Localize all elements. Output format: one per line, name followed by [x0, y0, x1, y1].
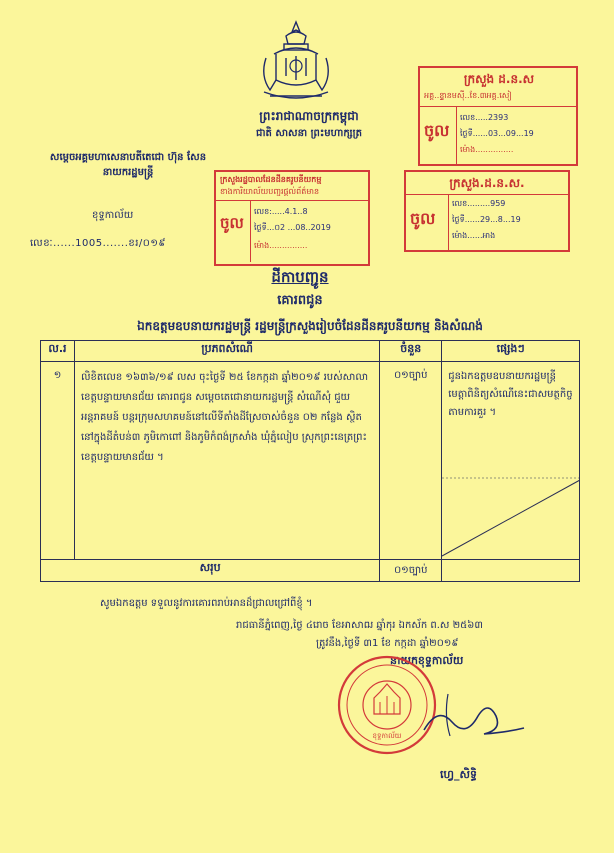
seal-text: ខុទ្ទកាល័យ [372, 732, 402, 740]
royal-crest-emblem [256, 18, 336, 106]
stamp-center-divider [216, 200, 368, 201]
row-source: លិខិតលេខ ១៦៣៦/១៩ លស ចុះថ្ងៃទី ២៥ ខែកក្កដា ឆ្នាំ២០១៩ របស់សាលាខេត្តបន្ទាយមានជ័យ គោរពជូន សម្តេចតេជោនាយករដ្ឋមន្ត្រី សំណើសុំ ជួយអន្តរាគមន៍ បន្តរក្រុមសហគមន៍នៅលើទីតាំងដីស្រែចាស់ចំនួន ០២ កន្លែង ស្ថិតនៅក្នុងដីតំបន់៣ ភូមិកោពៅ និងភូមិកំពង់ក្រសាំង ឃុំភ្នំលៀប ស្រុកព្រះនេត្រព្រះ ខេត្តបន្ទាយមានជ័យ ។ [74, 362, 379, 560]
cabinet-label: ខុទ្ទកាល័យ [92, 210, 134, 221]
row-other-text: ជូនឯកឧត្តមឧបនាយករដ្ឋមន្ត្រី មេត្តាពិនិត្យសំណើនេះជាសមត្ថកិច្ចតាមការគួរ ។ [448, 371, 573, 418]
stamp-center-header-2: ខាងការិយាល័យបញ្ជរផ្តល់ព័ត៌មាន [220, 187, 320, 196]
stamp-tr-time: ម៉ោង............... [460, 145, 514, 154]
row-no: ១ [41, 362, 75, 560]
stamp-center-header-1: ក្រសួងរដ្ឋបាលដែនដីនគរូបនីយកម្ម [220, 175, 322, 184]
col-header-qty: ចំនួន [380, 341, 442, 362]
stamp-br-divider [406, 194, 568, 195]
stamp-tr-divider [420, 106, 576, 107]
summary-row [41, 560, 580, 582]
recipient-title: ឯកឧត្តមឧបនាយករដ្ឋមន្ត្រី រដ្ឋមន្ត្រីក្រសួងរៀបចំដែនដីនគរូបនីយកម្ម និងសំណង់ [137, 319, 483, 333]
summary-label: សរុប [41, 560, 380, 582]
stamp-br-date: ថ្ងៃទី......29...8...19 [452, 215, 521, 224]
stamp-center-time: ម៉ោង............... [254, 241, 308, 250]
stamp-tr-date: ថ្ងៃទី......03...09...19 [460, 129, 534, 138]
to-label: គោរពជូន [277, 293, 323, 308]
signer-title: នាយកខុទ្ទកាល័យ [390, 654, 464, 667]
transmittal-table [40, 340, 580, 582]
table-row [41, 362, 580, 560]
stamp-center-vline [250, 200, 251, 262]
stamp-tr-number: លេខ.....2393 [460, 113, 509, 122]
stamp-tr-header-2: អគ្គ..ន្ទ្ធានមស៊ី..ខែ.៣អគ្គ.សៀ [424, 91, 512, 100]
issuer-position: នាយករដ្ឋមន្ត្រី [102, 167, 154, 178]
stamp-center-number: លេខ:.....4.1..8 [254, 207, 308, 216]
issuer-block [28, 150, 228, 180]
stamp-center-date: ថ្ងៃទី...០2 ...08..2019 [254, 223, 331, 232]
closing-date-solar: ត្រូវនឹង,ថ្ងៃទី ៣1 ខែ កក្កដា ឆ្នាំ២០១៩ [316, 638, 459, 649]
receipt-stamp-bottom-right [404, 170, 570, 252]
issuer-name: សម្តេចអគ្គមហាសេនាបតីតេជោ ហ៊ុន សែន [49, 152, 207, 163]
signature [418, 686, 528, 746]
document-type-title: ដីកាបញ្ជូន [271, 268, 329, 286]
kingdom-title: ព្រះរាជាណាចក្រកម្ពុជា [259, 109, 359, 123]
stamp-br-time: ម៉ោង......អាង [452, 231, 496, 240]
stamp-br-vline [448, 194, 449, 250]
stamp-tr-side-label: ចូល [424, 121, 450, 140]
stamp-br-header: ក្រសួង.ដ.ន.ស. [449, 176, 525, 190]
closing-date-lunar: រាជធានីភ្នំពេញ,ថ្ងៃ ៤រោច ខែអាសាឍ ឆ្នាំកុរ ឯកស័ក ព.ស ២៥៦៣ [236, 620, 483, 631]
national-motto: ជាតិ សាសនា ព្រះមហាក្សត្រ [256, 128, 362, 139]
signer-name: ហ្វេ_សិទ្ធិ [440, 768, 477, 781]
receipt-stamp-center [214, 170, 370, 266]
summary-other [442, 560, 580, 582]
stamp-tr-header-1: ក្រសួង ដ.ន.ស [463, 72, 535, 86]
diagonal-cancel-line [442, 362, 580, 560]
col-header-other: ផ្សេងៗ [442, 341, 580, 362]
closing-courtesy: សូមឯកឧត្តម ទទួលនូវការគោរពរាប់អានដ៏ជ្រាលជ្រៅពីខ្ញុំ ។ [100, 598, 313, 609]
stamp-tr-vline [456, 106, 457, 164]
stamp-br-number: លេខ.........959 [452, 199, 506, 208]
document-number: លេខៈ......1005.......ខរ/០១៩ [30, 238, 166, 249]
stamp-center-side-label: ចូល [220, 214, 244, 232]
table-header-row [41, 341, 580, 362]
stamp-br-side-label: ចូល [410, 209, 436, 228]
col-header-no: ល.រ [41, 341, 75, 362]
row-qty: ០១ច្បាប់ [380, 362, 442, 560]
receipt-stamp-top-right [418, 66, 578, 166]
summary-qty: ០១ច្បាប់ [380, 560, 442, 582]
col-header-source: ប្រភពសំណើ [74, 341, 379, 362]
row-other [442, 362, 580, 560]
